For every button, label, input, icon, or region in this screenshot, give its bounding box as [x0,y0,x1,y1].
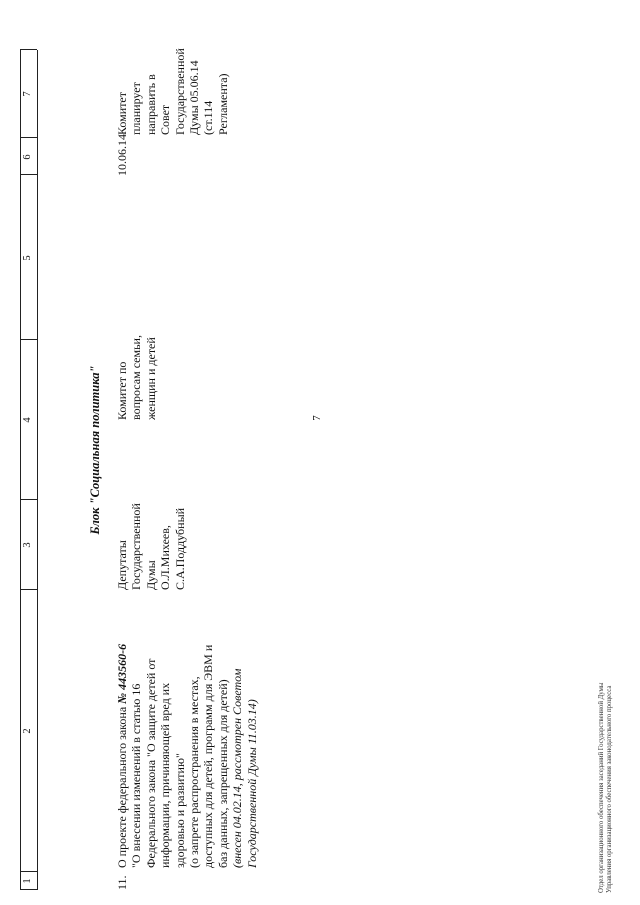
footer-line-2: Управления организационного обеспечения законодательного процесса [606,685,613,893]
bill-description [115,632,259,868]
entry-remark: Комитет планирует направить в Совет Государственной Думы 05.06.14 (ст.114 Регламента) [115,48,230,135]
col-divider [20,137,37,138]
rotated-table [20,10,620,890]
column-number-6: 6 [22,154,33,160]
bill-title-prefix: О проекте федерального закона [115,703,129,868]
col-divider [20,339,37,340]
bill-authors: Депутаты Государственной Думы О.Л.Михеев, С.А.Поддубный [115,503,187,590]
bill-number: № 443560-6 [115,643,129,704]
col-divider [20,889,37,890]
column-number-4: 4 [22,417,33,423]
bill-history: (внесен 04.02.14, рассмотрен Советом Государственной Думы 11.03.14) [230,668,259,868]
column-number-2: 2 [22,728,33,734]
header-bottom-line [37,50,38,890]
col-divider [20,499,37,500]
column-number-7: 7 [22,91,33,97]
bill-subject: (о запрете распространения в местах, доступных для детей, программ для ЭВМ и баз данных, запрещенных для детей) [187,644,230,868]
column-number-5: 5 [22,255,33,261]
footer-line-1: Отдел организационного обеспечения заседаний Государственной Думы [598,682,605,893]
footer-department [598,628,614,893]
col-divider [20,871,37,872]
col-divider [20,174,37,175]
entry-number: 11. [115,875,129,890]
responsible-committee: Комитет по вопросам семьи, женщин и детей [115,335,158,420]
column-number-3: 3 [22,542,33,548]
column-number-1: 1 [22,878,33,884]
entry-date: 10.06.14 [115,134,129,176]
bill-title-rest: "О внесении изменений в статью 16 Федерального закона "О защите детей от информации, причиняющей вред их здоровью и развитию" [129,658,187,868]
header-top-line [20,50,21,890]
page-number: 7 [311,415,323,421]
block-title: Блок "Социальная политика" [88,365,102,535]
col-divider [20,589,37,590]
col-divider [20,49,37,50]
